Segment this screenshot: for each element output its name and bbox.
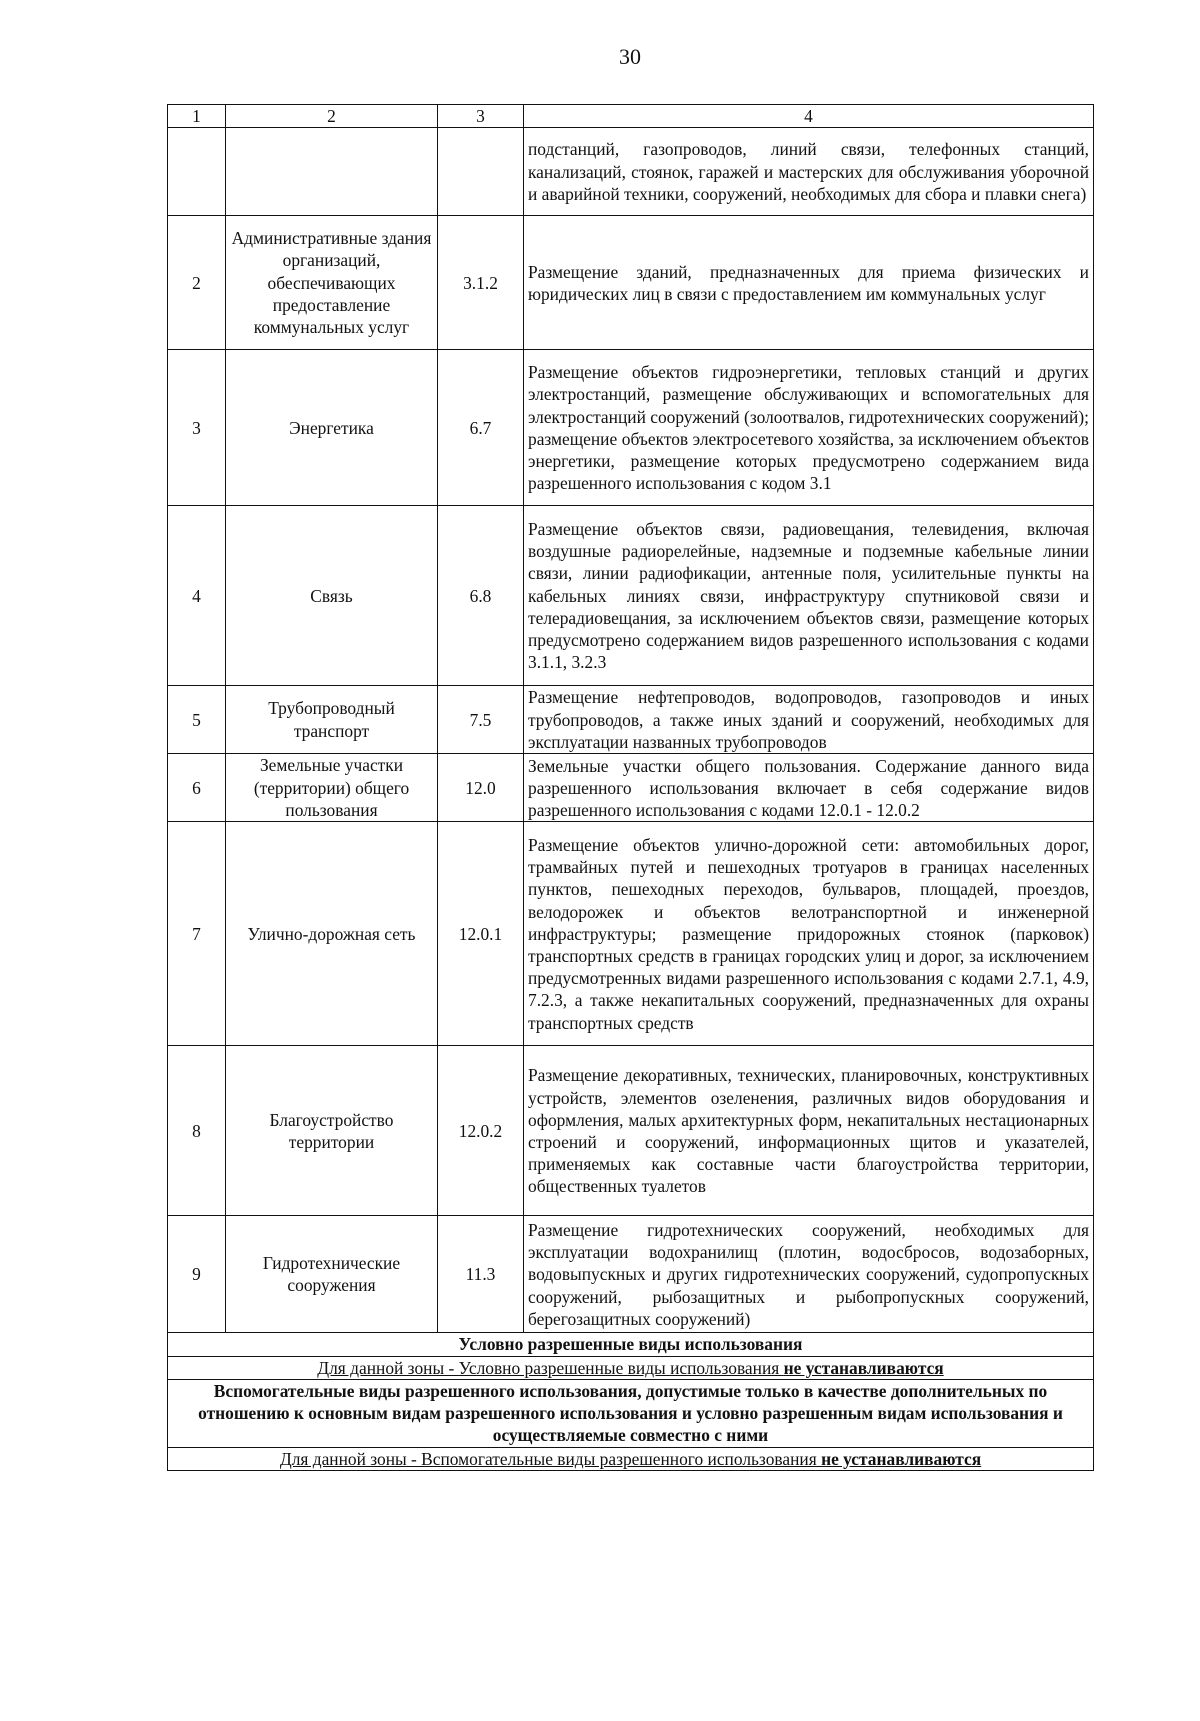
- note-row: [168, 1447, 1094, 1470]
- use-description: Размещение объектов гидроэнергетики, тепловых станций и других электростанций, размещение обслуживающих и вспомогательных для электростанций сооружений (золоотвалов, гидротехнических сооружений); размещение объектов электросетевого хозяйства, за исключением объектов энергетики, размещение которых предусмотрено содержанием вида разрешенного использования с кодом 3.1: [524, 350, 1094, 506]
- use-code: [438, 128, 524, 216]
- table-row: [168, 686, 1094, 754]
- header-cell-1: 1: [168, 105, 226, 128]
- auxiliary-note-text: Для данной зоны - Вспомогательные виды разрешенного использования: [279, 1448, 822, 1469]
- use-name: Энергетика: [226, 350, 438, 506]
- row-number: 6: [168, 754, 226, 822]
- auxiliary-note-bold: не устанавливаются: [821, 1448, 982, 1469]
- row-number: 8: [168, 1046, 226, 1216]
- use-name: Связь: [226, 506, 438, 686]
- use-code: 3.1.2: [438, 216, 524, 350]
- conditional-uses-heading: Условно разрешенные виды использования: [168, 1333, 1094, 1356]
- table-row: [168, 754, 1094, 822]
- use-name: Административные здания организаций, обеспечивающих предоставление коммунальных услуг: [226, 216, 438, 350]
- use-description: Размещение декоративных, технических, планировочных, конструктивных устройств, элементов озеленения, различных видов оборудования и оформления, малых архитектурных форм, некапитальных нестационарных строений и сооружений, информационных щитов и указателей, применяемых как составные части благоустройства территории, общественных туалетов: [524, 1046, 1094, 1216]
- header-cell-3: 3: [438, 105, 524, 128]
- row-number: 2: [168, 216, 226, 350]
- use-code: 7.5: [438, 686, 524, 754]
- conditional-note-bold: не устанавливаются: [783, 1357, 944, 1378]
- use-code: 6.7: [438, 350, 524, 506]
- use-code: 12.0.2: [438, 1046, 524, 1216]
- section-heading-row: [168, 1379, 1094, 1447]
- row-number: 3: [168, 350, 226, 506]
- auxiliary-uses-heading: Вспомогательные виды разрешенного использования, допустимые только в качестве дополнительных по отношению к основным видам разрешенного использования и условно разрешенным видам использования и осуществляемые совместно с ними: [168, 1379, 1094, 1447]
- row-number: 7: [168, 822, 226, 1046]
- header-cell-2: 2: [226, 105, 438, 128]
- table-row: [168, 350, 1094, 506]
- table-row: [168, 216, 1094, 350]
- conditional-note-text: Для данной зоны - Условно разрешенные виды использования: [317, 1357, 784, 1378]
- header-cell-4: 4: [524, 105, 1094, 128]
- use-description: Размещение зданий, предназначенных для приема физических и юридических лиц в связи с предоставлением им коммунальных услуг: [524, 216, 1094, 350]
- conditional-uses-note: [168, 1356, 1094, 1379]
- use-name: Улично-дорожная сеть: [226, 822, 438, 1046]
- use-code: 11.3: [438, 1216, 524, 1333]
- page-number: 30: [619, 44, 641, 69]
- use-description: Размещение нефтепроводов, водопроводов, газопроводов и иных трубопроводов, а также иных зданий и сооружений, необходимых для эксплуатации названных трубопроводов: [524, 686, 1094, 754]
- use-code: 12.0: [438, 754, 524, 822]
- section-heading-row: [168, 1333, 1094, 1356]
- note-row: [168, 1356, 1094, 1379]
- use-code: 12.0.1: [438, 822, 524, 1046]
- table-row: [168, 1216, 1094, 1333]
- use-description: Размещение объектов связи, радиовещания, телевидения, включая воздушные радиорелейные, надземные и подземные кабельные линии связи, линии радиофикации, антенные поля, усилительные пункты на кабельных линиях связи, инфраструктуру спутниковой связи и телерадиовещания, за исключением объектов связи, размещение которых предусмотрено содержанием видов разрешенного использования с кодами 3.1.1, 3.2.3: [524, 506, 1094, 686]
- use-name: [226, 128, 438, 216]
- use-name: Благоустройство территории: [226, 1046, 438, 1216]
- table-row: [168, 822, 1094, 1046]
- table-row: [168, 1046, 1094, 1216]
- use-name: Трубопроводный транспорт: [226, 686, 438, 754]
- header-row: [168, 105, 1094, 128]
- use-name: Гидротехнические сооружения: [226, 1216, 438, 1333]
- auxiliary-uses-note: [168, 1447, 1094, 1470]
- use-code: 6.8: [438, 506, 524, 686]
- row-number: [168, 128, 226, 216]
- use-description: Размещение объектов улично-дорожной сети: автомобильных дорог, трамвайных путей и пешеходных тротуаров в границах населенных пунктов, пешеходных переходов, бульваров, площадей, проездов, велодорожек и объектов велотранспортной и инженерной инфраструктуры; размещение придорожных стоянок (парковок) транспортных средств в границах городских улиц и дорог, за исключением предусмотренных видами разрешенного использования с кодами 2.7.1, 4.9, 7.2.3, а также некапитальных сооружений, предназначенных для охраны транспортных средств: [524, 822, 1094, 1046]
- table-row: [168, 506, 1094, 686]
- use-name: Земельные участки (территории) общего пользования: [226, 754, 438, 822]
- row-number: 9: [168, 1216, 226, 1333]
- table-row: [168, 128, 1094, 216]
- land-use-table: [167, 104, 1094, 1471]
- use-description: подстанций, газопроводов, линий связи, телефонных станций, канализаций, стоянок, гаражей и мастерских для обслуживания уборочной и аварийной техники, сооружений, необходимых для сбора и плавки снега): [524, 128, 1094, 216]
- use-description: Земельные участки общего пользования. Содержание данного вида разрешенного использования включает в себя содержание видов разрешенного использования с кодами 12.0.1 - 12.0.2: [524, 754, 1094, 822]
- row-number: 5: [168, 686, 226, 754]
- row-number: 4: [168, 506, 226, 686]
- use-description: Размещение гидротехнических сооружений, необходимых для эксплуатации водохранилищ (плотин, водосбросов, водозаборных, водовыпускных и других гидротехнических сооружений, судопропускных сооружений, рыбозащитных и рыбопропускных сооружений, берегозащитных сооружений): [524, 1216, 1094, 1333]
